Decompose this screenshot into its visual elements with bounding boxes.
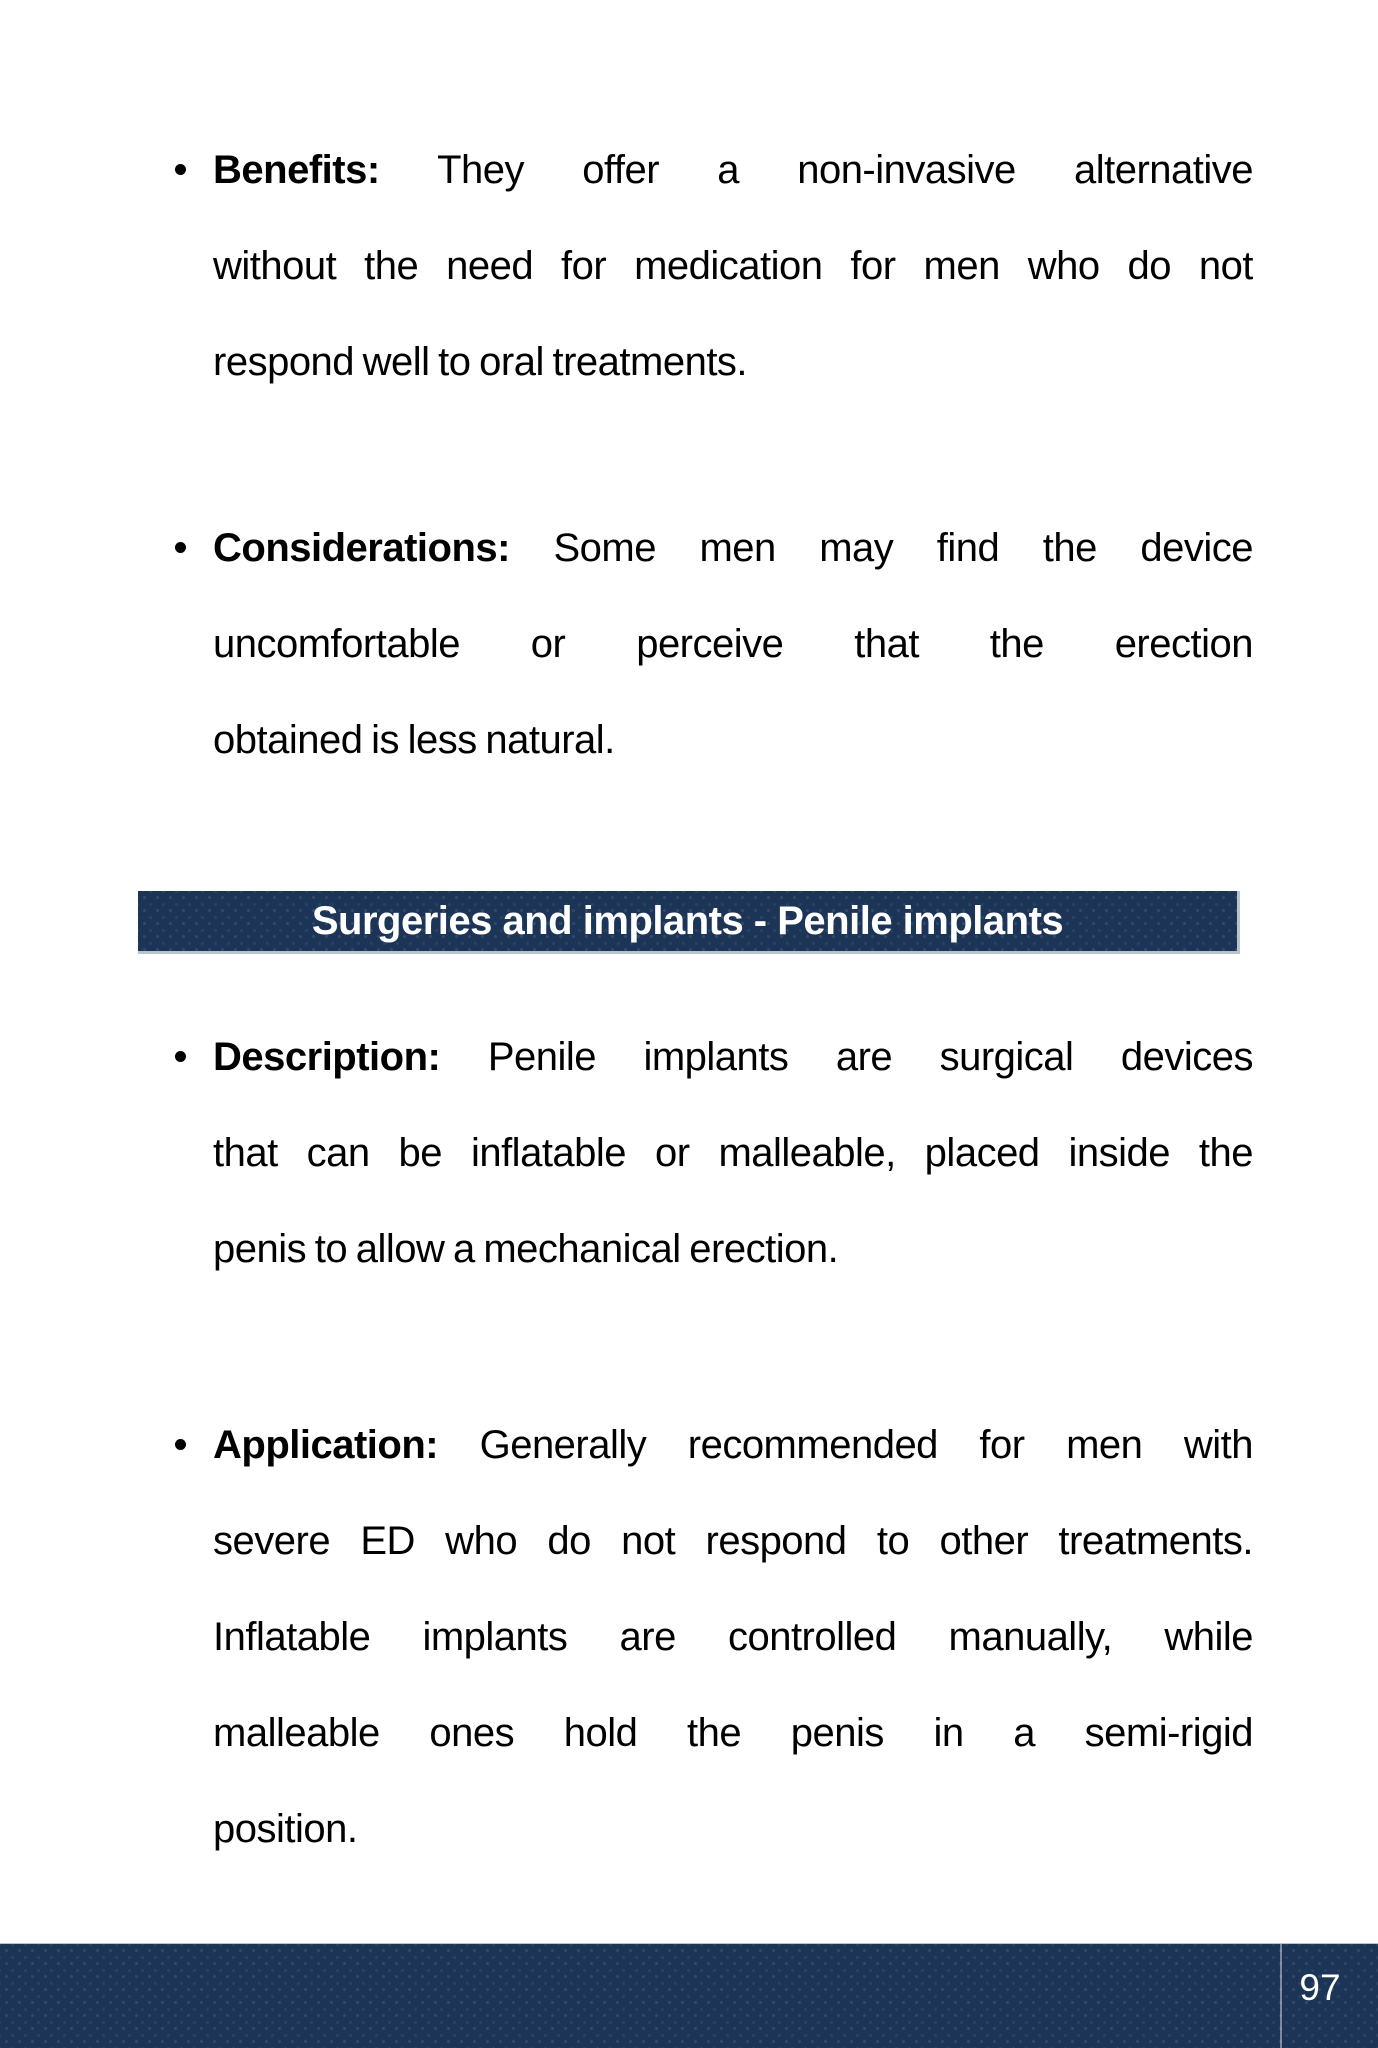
- bullet-item-benefits: [213, 122, 1253, 410]
- bullet-icon: [175, 542, 186, 553]
- bullet-line: that can be inflatable or malleable, placed inside the: [213, 1131, 1253, 1175]
- bullet-label: Considerations:: [213, 526, 510, 570]
- bullet-label: Application:: [213, 1423, 439, 1467]
- section-header-title: Surgeries and implants - Penile implants: [311, 899, 1064, 943]
- bullet-line: uncomfortable or perceive that the erection: [213, 622, 1253, 666]
- bullet-icon: [175, 1051, 186, 1062]
- bullet-line: severe ED who do not respond to other treatments.: [213, 1519, 1253, 1563]
- bullet-line: [213, 500, 1253, 596]
- section-header-band: [138, 891, 1240, 954]
- bullet-line: [213, 1397, 1253, 1493]
- bullet-line-text: Penile implants are surgical devices: [487, 1035, 1253, 1079]
- bullet-item-application: [213, 1397, 1253, 1877]
- bullet-icon: [175, 1439, 186, 1450]
- footer-bar: [0, 1943, 1378, 2048]
- bullet-line-text: They offer a non-invasive alternative: [437, 148, 1253, 192]
- bullet-line: [213, 1009, 1253, 1105]
- bullet-line: malleable ones hold the penis in a semi-rigid: [213, 1711, 1253, 1755]
- bullet-line: without the need for medication for men who do not: [213, 244, 1253, 288]
- bullet-line-text: Some men may find the device: [553, 526, 1253, 570]
- bullet-line: obtained is less natural.: [213, 718, 615, 762]
- bullet-label: Benefits:: [213, 148, 380, 192]
- bullet-line: Inflatable implants are controlled manually, while: [213, 1615, 1253, 1659]
- bullet-line: position.: [213, 1807, 358, 1851]
- bullet-icon: [175, 164, 186, 175]
- bullet-line: respond well to oral treatments.: [213, 340, 748, 384]
- bullet-item-description: [213, 1009, 1253, 1297]
- bullet-label: Description:: [213, 1035, 441, 1079]
- bullet-item-considerations: [213, 500, 1253, 788]
- bullet-line: [213, 122, 1253, 218]
- page-number: 97: [1299, 1967, 1341, 2008]
- bullet-line-text: Generally recommended for men with: [479, 1423, 1253, 1467]
- bullet-line: penis to allow a mechanical erection.: [213, 1227, 839, 1271]
